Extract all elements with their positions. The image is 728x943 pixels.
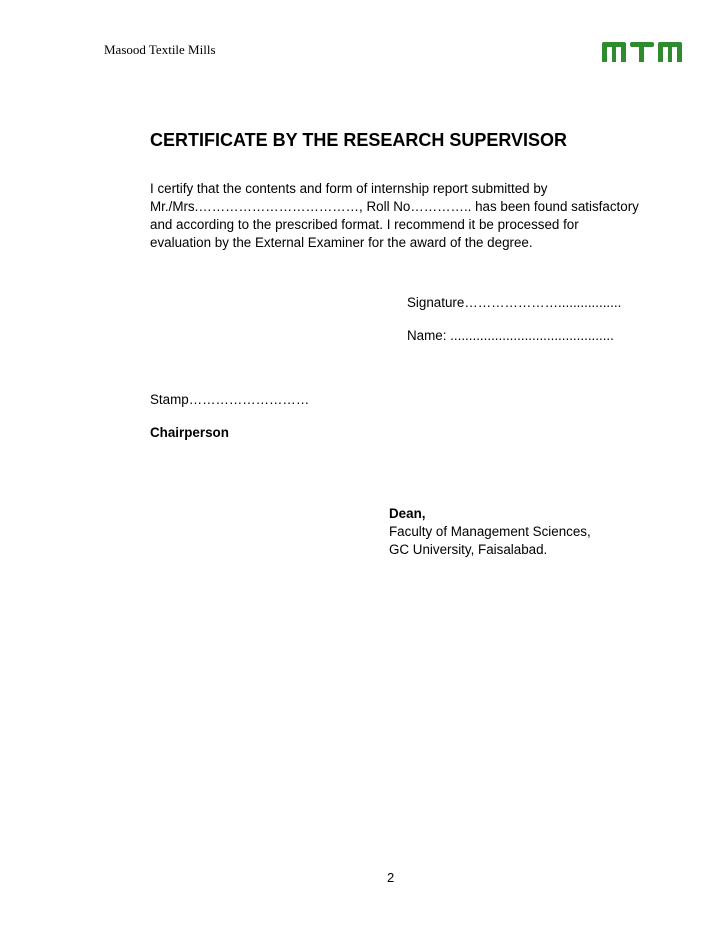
- name-line: Name: ............................................: [407, 328, 614, 343]
- certificate-paragraph: [150, 180, 680, 252]
- dean-block: [389, 505, 591, 559]
- certificate-title: CERTIFICATE BY THE RESEARCH SUPERVISOR: [150, 130, 568, 150]
- header-company-name: Masood Textile Mills: [104, 42, 216, 57]
- paragraph-line: evaluation by the External Examiner for the award of the degree.: [150, 235, 533, 250]
- paragraph-line: I certify that the contents and form of internship report submitted by: [150, 181, 548, 196]
- signature-block: [407, 295, 621, 346]
- page-number: 2: [387, 870, 395, 885]
- stamp-line: Stamp………………………: [150, 392, 310, 407]
- dean-university: GC University, Faisalabad.: [389, 542, 548, 557]
- company-logo: [600, 38, 686, 64]
- chairperson-label: Chairperson: [150, 425, 229, 440]
- signature-line: Signature………………….................: [407, 295, 622, 310]
- dean-title: Dean,: [389, 506, 426, 521]
- paragraph-line: and according to the prescribed format. I recommend it be processed for: [150, 217, 579, 232]
- dean-faculty: Faculty of Management Sciences,: [389, 524, 591, 539]
- paragraph-line: Mr./Mrs.………………………………, Roll No………….. has been found satisfactory: [150, 199, 639, 214]
